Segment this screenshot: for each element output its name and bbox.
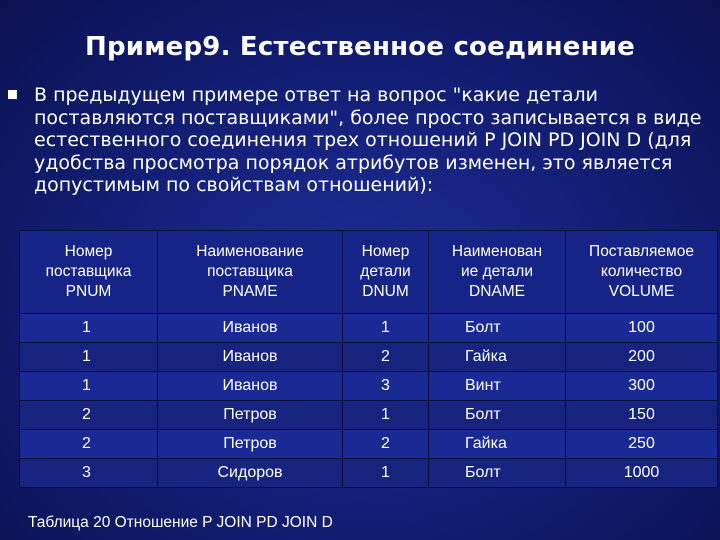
cell-dnum: 3 bbox=[343, 372, 429, 401]
header-volume bbox=[566, 231, 718, 314]
cell-volume: 200 bbox=[566, 343, 718, 372]
cell-pname: Иванов bbox=[158, 314, 343, 343]
header-line: DNAME bbox=[469, 283, 525, 300]
cell-dnum: 1 bbox=[343, 459, 429, 488]
cell-dname: Болт bbox=[429, 459, 566, 488]
cell-volume: 250 bbox=[566, 430, 718, 459]
cell-pnum: 2 bbox=[20, 430, 158, 459]
relation-table bbox=[19, 230, 718, 488]
table-row bbox=[20, 343, 718, 372]
cell-dname: Гайка bbox=[429, 343, 566, 372]
header-line: Наименован bbox=[451, 243, 543, 260]
square-bullet-icon bbox=[8, 90, 17, 99]
header-line: ие детали bbox=[461, 263, 533, 280]
cell-pnum: 3 bbox=[20, 459, 158, 488]
bullet-text: В предыдущем примере ответ на вопрос "какие детали поставляются поставщиками", более просто записывается в виде естественного соединения трех отношений P JOIN PD JOIN D (для удобства просмотра порядок атрибутов изменен, это является допустимым по свойствам отношений): bbox=[34, 84, 702, 196]
header-line: поставщика bbox=[45, 263, 132, 280]
header-line: VOLUME bbox=[608, 283, 675, 300]
cell-pnum: 1 bbox=[20, 372, 158, 401]
table-row bbox=[20, 314, 718, 343]
header-pname bbox=[158, 231, 343, 314]
cell-pname: Иванов bbox=[158, 372, 343, 401]
cell-dnum: 1 bbox=[343, 401, 429, 430]
cell-pnum: 2 bbox=[20, 401, 158, 430]
cell-volume: 150 bbox=[566, 401, 718, 430]
cell-pname: Петров bbox=[158, 430, 343, 459]
cell-volume: 100 bbox=[566, 314, 718, 343]
cell-dname: Винт bbox=[429, 372, 566, 401]
header-line: Номер bbox=[64, 243, 113, 260]
cell-dname: Болт bbox=[429, 314, 566, 343]
table-row bbox=[20, 401, 718, 430]
cell-pname: Сидоров bbox=[158, 459, 343, 488]
table-row bbox=[20, 372, 718, 401]
header-line: PNUM bbox=[65, 283, 112, 300]
cell-dname: Болт bbox=[429, 401, 566, 430]
cell-dnum: 2 bbox=[343, 343, 429, 372]
cell-pnum: 1 bbox=[20, 343, 158, 372]
header-line: PNAME bbox=[222, 283, 278, 300]
header-line: Наименование bbox=[196, 243, 304, 260]
slide-title: Пример9. Естественное соединение bbox=[85, 32, 635, 62]
header-dname bbox=[429, 231, 566, 314]
header-pnum bbox=[20, 231, 158, 314]
header-line: детали bbox=[360, 263, 411, 280]
header-line: Поставляемое bbox=[589, 243, 694, 260]
header-line: количество bbox=[600, 263, 683, 280]
table-caption: Таблица 20 Отношение P JOIN PD JOIN D bbox=[28, 514, 333, 531]
header-dnum bbox=[343, 231, 429, 314]
table-header-row bbox=[20, 231, 718, 314]
cell-pname: Иванов bbox=[158, 343, 343, 372]
cell-dname: Гайка bbox=[429, 430, 566, 459]
table-row bbox=[20, 430, 718, 459]
cell-pnum: 1 bbox=[20, 314, 158, 343]
cell-volume: 300 bbox=[566, 372, 718, 401]
header-line: поставщика bbox=[207, 263, 293, 280]
cell-pname: Петров bbox=[158, 401, 343, 430]
header-line: Номер bbox=[361, 243, 410, 260]
cell-dnum: 1 bbox=[343, 314, 429, 343]
table-row bbox=[20, 459, 718, 488]
cell-volume: 1000 bbox=[566, 459, 718, 488]
header-line: DNUM bbox=[362, 283, 409, 300]
cell-dnum: 2 bbox=[343, 430, 429, 459]
